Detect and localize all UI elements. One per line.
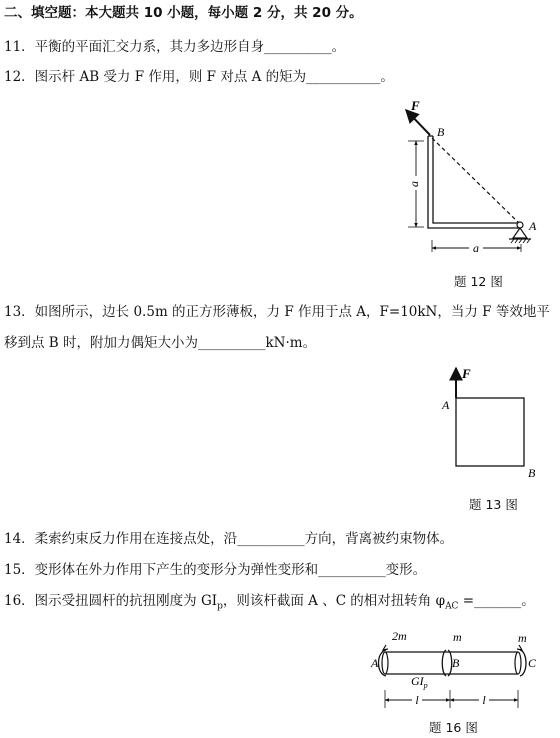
fig13-label-B: B: [528, 466, 536, 480]
fig16-label-B: B: [452, 656, 460, 670]
fig12-label-a-horizontal: a: [473, 241, 479, 255]
fig16-label-GI-sub: p: [423, 681, 428, 690]
fig16-label-GI: [411, 674, 428, 690]
fig16-label-C: C: [528, 656, 537, 670]
question-16-sub-ac: AC: [445, 601, 459, 612]
question-16-start: 16．图示受扭圆杆的抗扭刚度为 GI: [4, 593, 218, 609]
question-16-end: =_______。: [458, 593, 535, 609]
question-13-line-2: 移到点 B 时，附加力偶矩大小为__________kN·m。: [4, 335, 317, 351]
figure-16-caption: 题 16 图: [429, 720, 478, 735]
fig12-label-B: B: [437, 125, 445, 139]
fig13-label-A: A: [442, 398, 450, 412]
fig12-label-F: F: [411, 98, 420, 113]
question-16: [4, 592, 535, 616]
fig16-label-l-right: l: [482, 693, 486, 707]
section-title: 二、填空题：本大题共 10 小题，每小题 2 分，共 20 分。: [4, 5, 363, 21]
question-14: 14．柔索约束反力作用在连接点处，沿__________方向，背离被约束物体。: [4, 531, 454, 547]
question-12: 12．图示杆 AB 受力 F 作用，则 F 对点 A 的矩为___________。: [4, 69, 394, 85]
figure-13-caption: 题 13 图: [469, 497, 518, 512]
fig16-label-2m: 2m: [392, 629, 407, 643]
fig16-label-l-left: l: [415, 693, 419, 707]
fig16-label-m-right: m: [518, 631, 527, 645]
figure-12-caption: 题 12 图: [454, 274, 503, 289]
fig16-label-A: A: [371, 656, 379, 670]
fig16-label-m-middle: m: [453, 630, 462, 644]
question-16-sub-p: p: [217, 601, 223, 612]
question-13-line-1: 13．如图所示，边长 0.5m 的正方形薄板，力 F 作用于点 A，F=10kN，当力 F 等效地平: [4, 304, 550, 320]
question-16-middle: ，则该杆截面 A 、C 的相对扭转角 φ: [222, 593, 446, 609]
fig12-label-a-vertical: a: [407, 181, 421, 187]
question-15: 15．变形体在外力作用下产生的变形分为弹性变形和__________变形。: [4, 562, 427, 578]
fig16-label-GI-main: GI: [411, 674, 424, 688]
question-11: 11．平衡的平面汇交力系，其力多边形自身__________。: [4, 39, 346, 55]
fig12-label-A: A: [529, 219, 537, 233]
fig13-label-F: F: [462, 366, 471, 381]
